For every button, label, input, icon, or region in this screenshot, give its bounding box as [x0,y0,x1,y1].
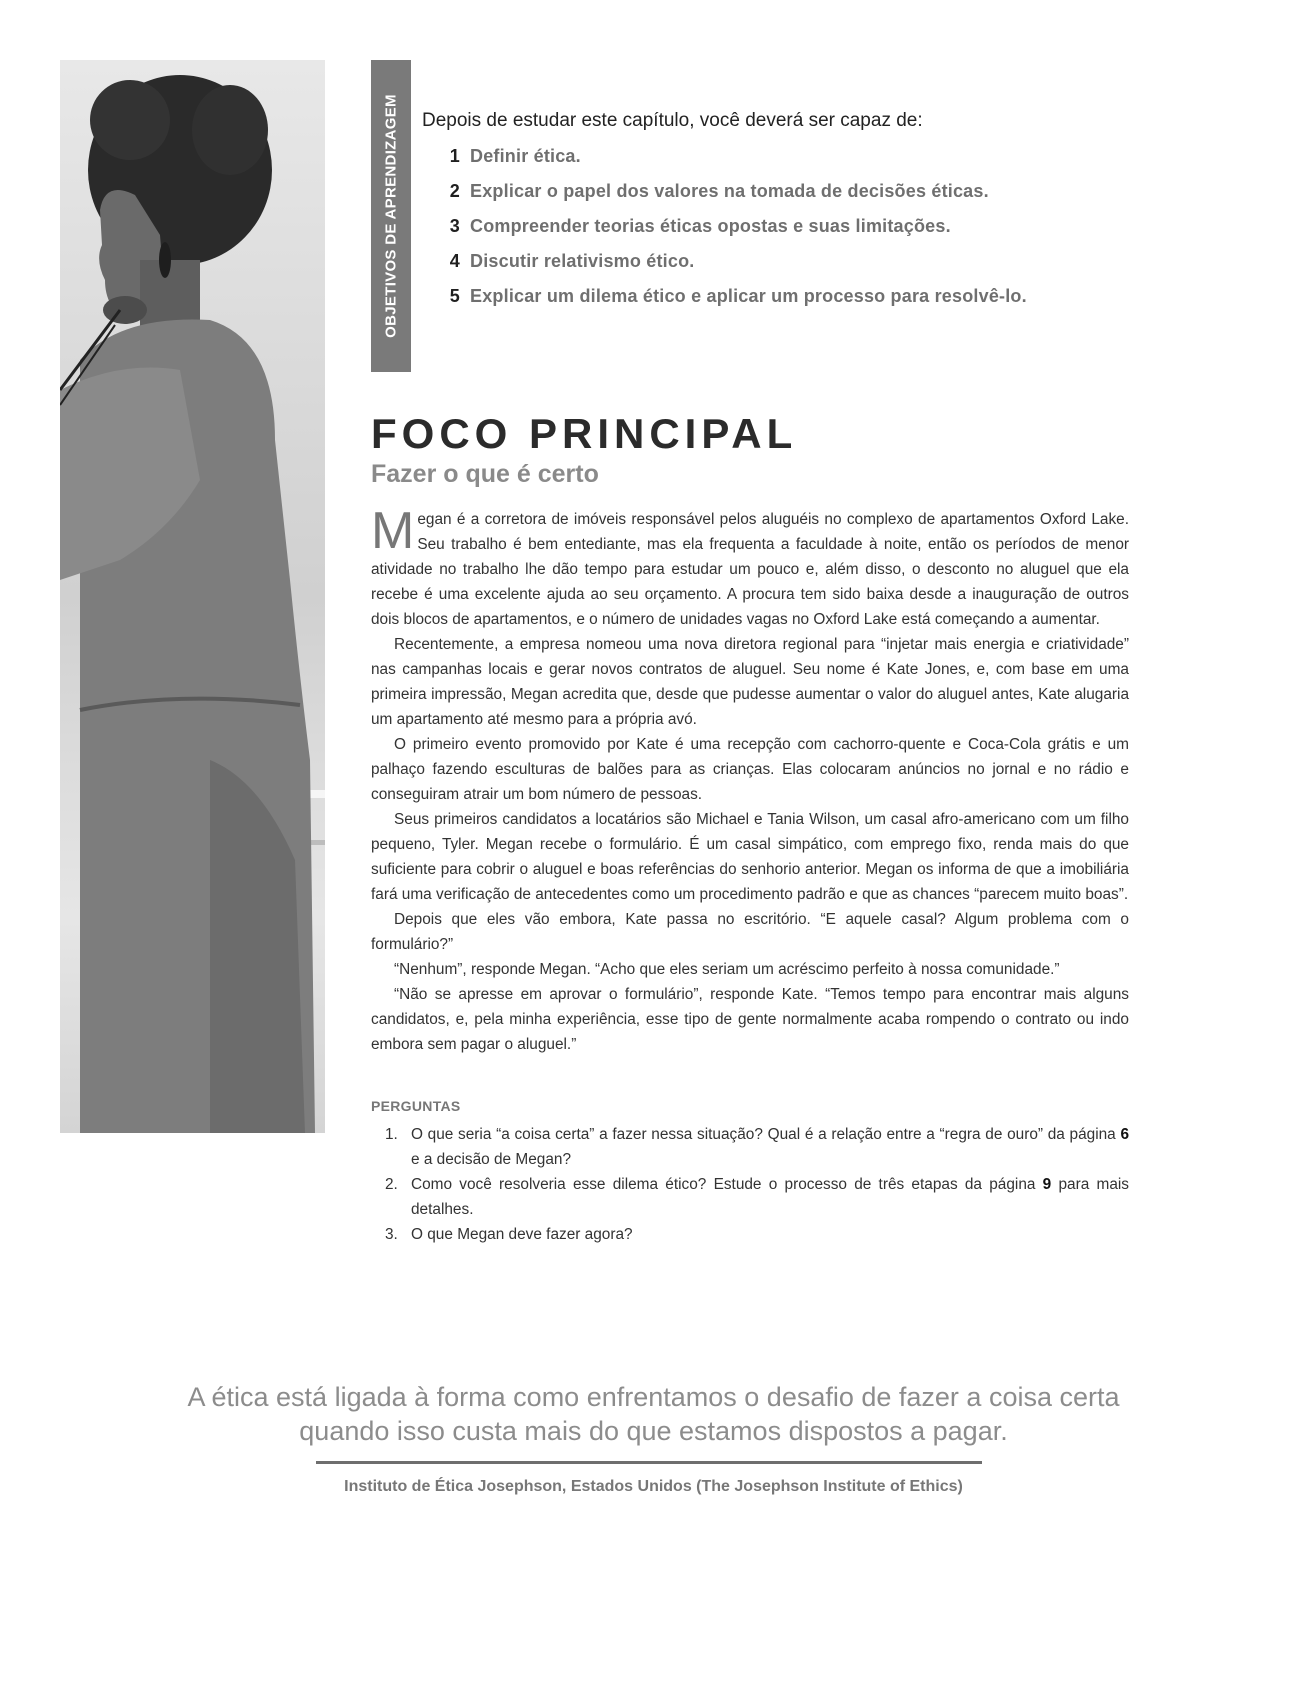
objective-item [430,181,1027,216]
objectives-list [430,146,1027,321]
story-paragraph: “Não se apresse em aprovar o formulário”, responde Kate. “Temos tempo para encontrar mais alguns candidatos, e, pela minha experiência, esse tipo de gente normalmente acaba rompendo o contrato ou indo embora sem pagar o aluguel.” [371,986,1129,1053]
epigraph-quote [150,1380,1157,1448]
objective-item [430,286,1027,321]
question-number: 3. [385,1226,398,1243]
objective-number: 5 [449,286,460,306]
question-text-end: para mais detalhes. [411,1176,1129,1218]
section-subheading: Fazer o que é certo [371,460,599,488]
question-number: 1. [385,1126,398,1143]
case-story [371,502,1129,1057]
quote-divider [316,1461,982,1464]
drop-cap: M [371,502,415,560]
question-number: 2. [385,1176,398,1193]
objective-text: Discutir relativismo ético. [470,251,695,271]
questions-title: PERGUNTAS [371,1098,461,1114]
quote-line: quando isso custa mais do que estamos dispostos a pagar. [299,1416,1008,1446]
objective-number: 3 [449,216,460,236]
question-text: Como você resolveria esse dilema ético? Estude o processo de três etapas da página [411,1176,1043,1193]
page-reference: 6 [1120,1126,1129,1143]
objective-item [430,216,1027,251]
objective-text: Explicar um dilema ético e aplicar um processo para resolvê-lo. [470,286,1027,306]
objective-text: Explicar o papel dos valores na tomada de decisões éticas. [470,181,989,201]
story-paragraph: Depois que eles vão embora, Kate passa no escritório. “E aquele casal? Algum problema com o formulário?” [371,911,1129,953]
story-paragraph [371,502,1129,632]
story-text: egan é a corretora de imóveis responsável pelos aluguéis no complexo de apartamentos Oxford Lake. Seu trabalho é bem entediante, mas ela frequenta a faculdade à noite, então os períodos de menor atividade no trabalho lhe dão tempo para estudar um pouco e, além disso, o desconto no aluguel que ela recebe é uma excelente ajuda ao seu orçamento. A procura tem sido baixa desde a inauguração de outros dois blocos de apartamentos, e o número de unidades vagas no Oxford Lake está começando a aumentar. [371,511,1129,628]
story-paragraph: Seus primeiros candidatos a locatários são Michael e Tania Wilson, um casal afro-americano com um filho pequeno, Tyler. Megan recebe o formulário. É um casal simpático, com emprego fixo, renda mais do que suficiente para cobrir o aluguel e boas referências do senhorio anterior. Megan os informa de que a imobiliária fará uma verificação de antecedentes como um procedimento padrão e que as chances “parecem muito boas”. [371,811,1129,903]
objectives-intro: Depois de estudar este capítulo, você deverá ser capaz de: [422,110,923,131]
quote-line: A ética está ligada à forma como enfrentamos o desafio de fazer a coisa certa [187,1382,1120,1412]
objective-item [430,146,1027,181]
question-text: O que seria “a coisa certa” a fazer nessa situação? Qual é a relação entre a “regra de ouro” da página [411,1126,1121,1143]
question-text: O que Megan deve fazer agora? [411,1226,633,1243]
chapter-photo [60,60,325,1133]
objective-number: 1 [449,146,460,166]
question-item [371,1222,1129,1247]
quote-source: Instituto de Ética Josephson, Estados Unidos (The Josephson Institute of Ethics) [344,1478,963,1495]
section-heading: FOCO PRINCIPAL [371,410,798,457]
objective-number: 2 [449,181,460,201]
story-paragraph: “Nenhum”, responde Megan. “Acho que eles seriam um acréscimo perfeito à nossa comunidade.” [394,961,1060,978]
objective-item [430,251,1027,286]
question-item [371,1122,1129,1172]
objective-text: Compreender teorias éticas opostas e suas limitações. [470,216,951,236]
page-reference: 9 [1042,1176,1052,1193]
story-paragraph: O primeiro evento promovido por Kate é uma recepção com cachorro-quente e Coca-Cola grátis e um palhaço fazendo esculturas de balões para as crianças. Elas colocaram anúncios no jornal e no rádio e conseguiram atrair um bom número de pessoas. [371,736,1129,803]
question-item [371,1172,1129,1222]
banner-label: OBJETIVOS DE APRENDIZAGEM [382,94,400,338]
objective-text: Definir ética. [470,146,581,166]
woman-illustration [60,60,325,1133]
story-paragraph: Recentemente, a empresa nomeou uma nova diretora regional para “injetar mais energia e criatividade” nas campanhas locais e gerar novos contratos de aluguel. Seu nome é Kate Jones, e, com base em uma primeira impressão, Megan acredita que, desde que pudesse aumentar o valor do aluguel antes, Kate alugaria um apartamento até mesmo para a própria avó. [371,636,1129,728]
learning-objectives-banner [371,60,411,372]
question-text-end: e a decisão de Megan? [411,1151,572,1168]
questions-list [371,1122,1129,1247]
objective-number: 4 [449,251,460,271]
